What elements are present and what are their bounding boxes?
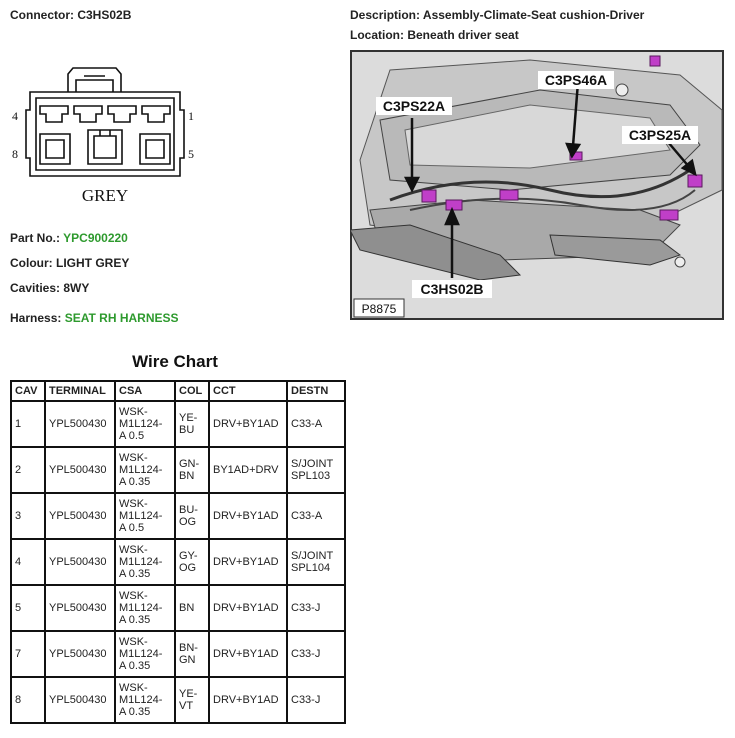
destn-cell-line: S/JOINT	[291, 550, 334, 562]
col-cell-line: VT	[179, 700, 194, 712]
location-label: Location:	[350, 28, 404, 42]
callout-c3ps25a: C3PS25A	[628, 127, 692, 143]
cct-cell: DRV+BY1AD	[209, 585, 287, 631]
cavities-label: Cavities:	[10, 281, 61, 295]
terminal-cell: YPL500430	[45, 447, 115, 493]
col-cell	[175, 677, 209, 723]
cav-cell: 2	[11, 447, 45, 493]
cav-cell: 4	[11, 539, 45, 585]
cct-cell: DRV+BY1AD	[209, 493, 287, 539]
connector-colour-caption: GREY	[81, 186, 129, 205]
col-cell-line: BN-	[179, 642, 198, 654]
csa-cell	[115, 631, 175, 677]
csa-cell	[115, 585, 175, 631]
col-cell	[175, 631, 209, 677]
part-no-line	[10, 231, 128, 245]
csa-cell-line: M1L124-	[119, 648, 163, 660]
part-no-value: YPC900220	[63, 231, 128, 245]
wire-chart-title: Wire Chart	[132, 352, 218, 371]
description-line	[350, 8, 644, 22]
cavities-value: 8WY	[63, 281, 90, 295]
callout-c3ps22a: C3PS22A	[382, 98, 446, 114]
colour-label: Colour:	[10, 256, 53, 270]
destn-cell	[287, 631, 345, 677]
destn-cell-line: C33-A	[291, 418, 323, 430]
destn-cell-line: SPL103	[291, 470, 331, 482]
destn-cell-line: C33-J	[291, 602, 321, 614]
harness-value: SEAT RH HARNESS	[64, 311, 179, 325]
destn-cell-line: C33-A	[291, 510, 323, 522]
terminal-cell: YPL500430	[45, 677, 115, 723]
part-no-label: Part No.:	[10, 231, 61, 245]
location-line	[350, 28, 519, 42]
pin-label-1: 1	[188, 109, 194, 123]
table-row	[11, 585, 345, 631]
col-cell	[175, 539, 209, 585]
mount-bolt	[675, 257, 685, 267]
csa-cell-line: M1L124-	[119, 694, 163, 706]
figure-ref: P8875	[361, 302, 397, 316]
location-value: Beneath driver seat	[407, 28, 519, 42]
terminal-cell: YPL500430	[45, 539, 115, 585]
wire-chart-body	[11, 401, 345, 723]
table-row	[11, 493, 345, 539]
description-label: Description:	[350, 8, 421, 22]
col-cell-line: GN	[179, 654, 196, 666]
csa-cell	[115, 493, 175, 539]
col-cell	[175, 585, 209, 631]
csa-cell	[115, 677, 175, 723]
col-cell-line: GY-	[179, 550, 198, 562]
destn-cell-line: SPL104	[291, 562, 331, 574]
col-cell	[175, 493, 209, 539]
connector-value: C3HS02B	[77, 8, 132, 22]
terminal-cell: YPL500430	[45, 585, 115, 631]
header-col: COL	[175, 381, 209, 401]
destn-cell	[287, 401, 345, 447]
wire-chart-table	[10, 380, 346, 724]
table-row	[11, 631, 345, 677]
csa-cell-line: WSK-	[119, 544, 148, 556]
csa-cell-line: M1L124-	[119, 510, 163, 522]
connector-pinout-diagram	[10, 62, 200, 210]
csa-cell-line: WSK-	[119, 406, 148, 418]
cavities-line	[10, 281, 89, 295]
col-cell-line: YE-	[179, 412, 198, 424]
csa-cell-line: A 0.35	[119, 614, 151, 626]
col-cell-line: BU	[179, 424, 195, 436]
table-row	[11, 447, 345, 493]
mount-bolt	[616, 84, 628, 96]
csa-cell-line: WSK-	[119, 682, 148, 694]
colour-value: LIGHT GREY	[56, 256, 130, 270]
csa-cell-line: WSK-	[119, 498, 148, 510]
connector-highlight	[500, 190, 518, 200]
lower-cavity-row	[40, 130, 170, 164]
destn-cell	[287, 539, 345, 585]
csa-cell	[115, 447, 175, 493]
cav-cell: 8	[11, 677, 45, 723]
table-row	[11, 677, 345, 723]
csa-cell-line: A 0.35	[119, 660, 151, 672]
wire-chart-header-row	[11, 381, 345, 401]
destn-cell-line: C33-J	[291, 694, 321, 706]
connector-label: Connector:	[10, 8, 74, 22]
col-cell	[175, 447, 209, 493]
cct-cell: DRV+BY1AD	[209, 539, 287, 585]
cct-cell: DRV+BY1AD	[209, 401, 287, 447]
destn-cell	[287, 677, 345, 723]
destn-cell	[287, 585, 345, 631]
description-value: Assembly-Climate-Seat cushion-Driver	[422, 8, 645, 22]
csa-cell-line: WSK-	[119, 452, 148, 464]
callout-c3ps46a: C3PS46A	[544, 72, 608, 88]
terminal-cell: YPL500430	[45, 401, 115, 447]
csa-cell-line: A 0.35	[119, 476, 151, 488]
pin-label-4: 4	[12, 109, 18, 123]
cct-cell: DRV+BY1AD	[209, 677, 287, 723]
destn-cell	[287, 447, 345, 493]
col-cell-line: BU-	[179, 504, 198, 516]
header-cct: CCT	[209, 381, 287, 401]
header-csa: CSA	[115, 381, 175, 401]
csa-cell-line: M1L124-	[119, 556, 163, 568]
header-terminal: TERMINAL	[45, 381, 115, 401]
upper-cavity-row	[40, 106, 170, 122]
csa-cell-line: A 0.5	[119, 522, 145, 534]
destn-cell-line: S/JOINT	[291, 458, 334, 470]
callout-c3hs02b: C3HS02B	[420, 281, 484, 297]
col-cell-line: GN-	[179, 458, 200, 470]
cav-cell: 1	[11, 401, 45, 447]
pin-label-5: 5	[188, 147, 194, 161]
header-cav: CAV	[11, 381, 45, 401]
pin-label-8: 8	[12, 147, 18, 161]
csa-cell-line: M1L124-	[119, 418, 163, 430]
destn-cell-line: C33-J	[291, 648, 321, 660]
harness-label: Harness:	[10, 311, 62, 325]
connector-highlight	[660, 210, 678, 220]
connector-highlight	[650, 56, 660, 66]
connector-latch-inner	[76, 80, 113, 92]
csa-cell-line: A 0.35	[119, 568, 151, 580]
csa-cell-line: WSK-	[119, 636, 148, 648]
destn-cell	[287, 493, 345, 539]
col-cell-line: YE-	[179, 688, 198, 700]
harness-line	[10, 311, 179, 325]
csa-cell-line: A 0.5	[119, 430, 145, 442]
col-cell-line: OG	[179, 562, 197, 574]
cct-cell: BY1AD+DRV	[209, 447, 287, 493]
terminal-cell: YPL500430	[45, 631, 115, 677]
csa-cell-line: A 0.35	[119, 706, 151, 718]
connector-line	[10, 8, 131, 22]
terminal-cell: YPL500430	[45, 493, 115, 539]
connector-c3ps25a-highlight	[688, 175, 702, 187]
connector-c3hs02b-highlight	[446, 200, 462, 210]
csa-cell	[115, 539, 175, 585]
cct-cell: DRV+BY1AD	[209, 631, 287, 677]
csa-cell-line: WSK-	[119, 590, 148, 602]
csa-cell	[115, 401, 175, 447]
header-destn: DESTN	[287, 381, 345, 401]
connector-c3ps22a-highlight	[422, 190, 436, 202]
location-illustration	[350, 50, 724, 320]
cav-cell: 3	[11, 493, 45, 539]
table-row	[11, 401, 345, 447]
cav-cell: 7	[11, 631, 45, 677]
csa-cell-line: M1L124-	[119, 602, 163, 614]
col-cell	[175, 401, 209, 447]
csa-cell-line: M1L124-	[119, 464, 163, 476]
colour-line	[10, 256, 129, 270]
cav-cell: 5	[11, 585, 45, 631]
col-cell-line: BN	[179, 470, 195, 482]
table-row	[11, 539, 345, 585]
col-cell-line: OG	[179, 516, 197, 528]
col-cell-line: BN	[179, 602, 195, 614]
